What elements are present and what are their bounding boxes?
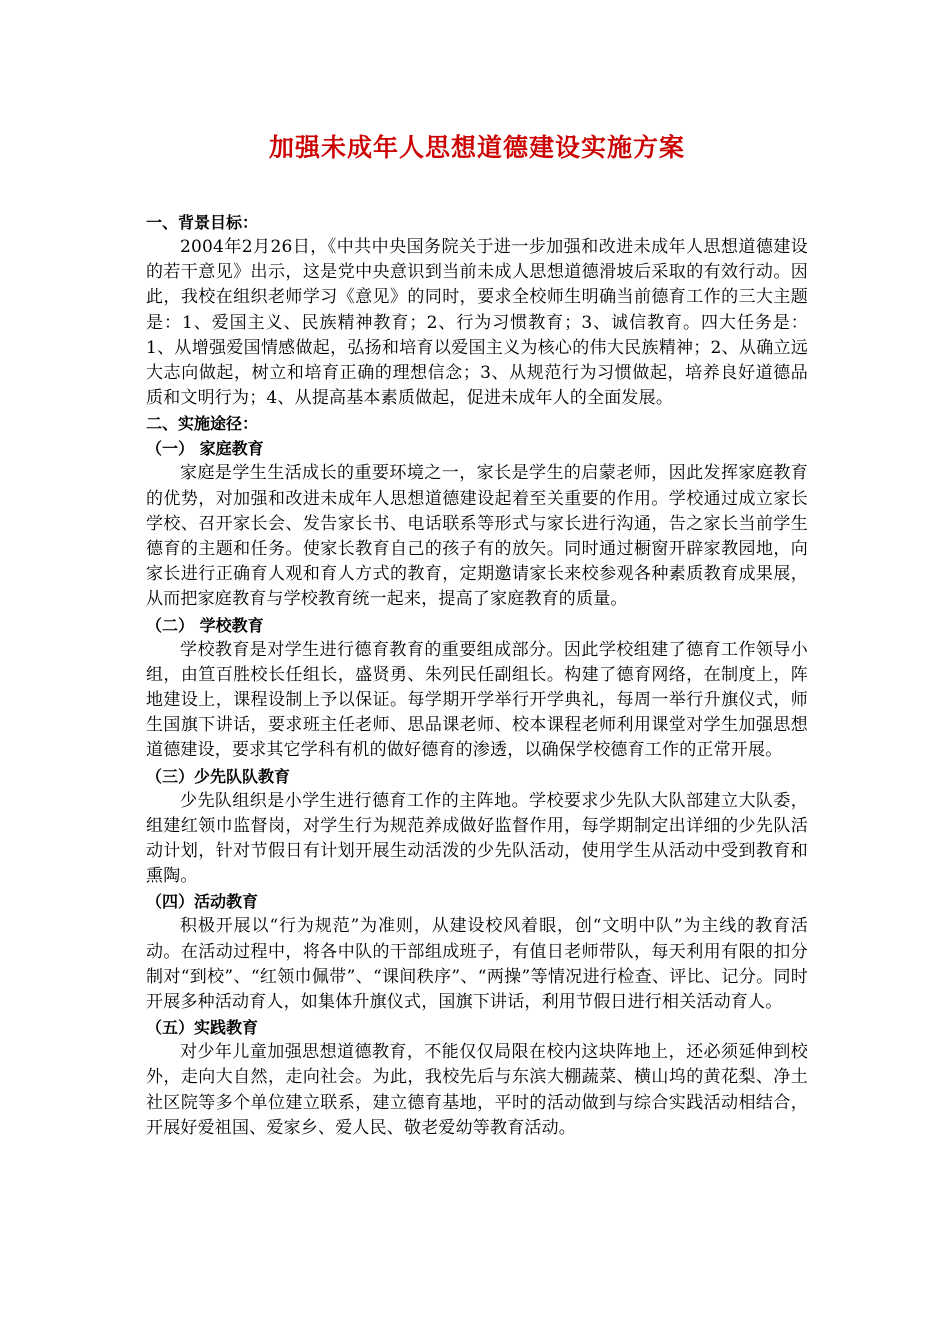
paragraph-practice: 对少年儿童加强思想道德教育，不能仅仅局限在校内这块阵地上，还必须延伸到校外，走向大自然，走向社会。为此，我校先后与东滨大棚蔬菜、横山坞的黄花梨、净土社区院等多个单位建立联系，建立德育基地，平时的活动做到与综合实践活动相结合，开展好爱祖国、爱家乡、爱人民、敬老爱幼等教育活动。: [146, 1042, 808, 1138]
paragraph-activity: 积极开展以“行为规范”为准则，从建设校风着眼，创“文明中队”为主线的教育活动。在活动过程中，将各中队的干部组成班子，有值日老师带队，每天利用有限的扣分制对“到校”、“红领巾佩带”、“课间秩序”、“两操”等情况进行检查、评比、记分。同时开展多种活动育人，如集体升旗仪式，国旗下讲话，利用节假日进行相关活动育人。: [146, 916, 808, 1013]
subsection-heading-practice: （五）实践教育: [146, 1018, 259, 1038]
section-implementation: [146, 411, 808, 1141]
section-heading-implementation: 二、实施途径：: [146, 414, 259, 434]
document-title: 加强未成年人思想道德建设实施方案: [268, 133, 685, 162]
paragraph-background: 2004年2月26日，《中共中央国务院关于进一步加强和改进未成年人思想道德建设的若干意见》出示，这是党中央意识到当前未成人思想道德滑坡后采取的有效行动。因此，我校在组织老师学习《意见》的同时，要求全校师生明确当前德育工作的三大主题是：1、爱国主义、民族精神教育；2、行为习惯教育；3、诚信教育。四大任务是：1、从增强爱国情感做起，弘扬和培育以爱国主义为核心的伟大民族精神；2、从确立远大志向做起，树立和培育正确的理想信念；3、从规范行为习惯做起，培养良好道德品质和文明行为；4、从提高基本素质做起，促进未成年人的全面发展。: [146, 237, 808, 409]
subsection-heading-school: （二） 学校教育: [146, 615, 264, 635]
subsection-heading-young-pioneers: （三）少先队队教育: [146, 766, 291, 786]
paragraph-young-pioneers: 少先队组织是小学生进行德育工作的主阵地。学校要求少先队大队部建立大队委，组建红领巾监督岗，对学生行为规范养成做好监督作用，每学期制定出详细的少先队活动计划，针对节假日有计划开展生动活泼的少先队活动，使用学生从活动中受到教育和熏陶。: [146, 790, 808, 887]
document-page: [146, 130, 808, 1141]
subsection-heading-family: （一） 家庭教育: [146, 439, 264, 459]
paragraph-family: 家庭是学生生活成长的重要环境之一，家长是学生的启蒙老师，因此发挥家庭教育的优势，对加强和改进未成年人思想道德建设起着至关重要的作用。学校通过成立家长学校、召开家长会、发告家长书、电话联系等形式与家长进行沟通，告之家长当前学生德育的主题和任务。使家长教育自己的孩子有的放矢。同时通过橱窗开辟家教园地，向家长进行正确育人观和育人方式的教育，定期邀请家长来校参观各种素质教育成果展，从而把家庭教育与学校教育统一起来，提高了家庭教育的质量。: [146, 463, 808, 610]
section-background: [146, 210, 808, 411]
section-heading-background: 一、背景目标：: [146, 213, 259, 232]
subsection-heading-activity: （四）活动教育: [146, 892, 259, 912]
paragraph-school: 学校教育是对学生进行德育教育的重要组成部分。因此学校组建了德育工作领导小组，由笪百胜校长任组长，盛贤勇、朱列民任副组长。构建了德育网络，在制度上，阵地建设上，课程设制上予以保证。每学期开学举行开学典礼，每周一举行升旗仪式，师生国旗下讲话，要求班主任老师、思品课老师、校本课程老师利用课堂对学生加强思想道德建设，要求其它学科有机的做好德育的渗透，以确保学校德育工作的正常开展。: [146, 639, 808, 761]
